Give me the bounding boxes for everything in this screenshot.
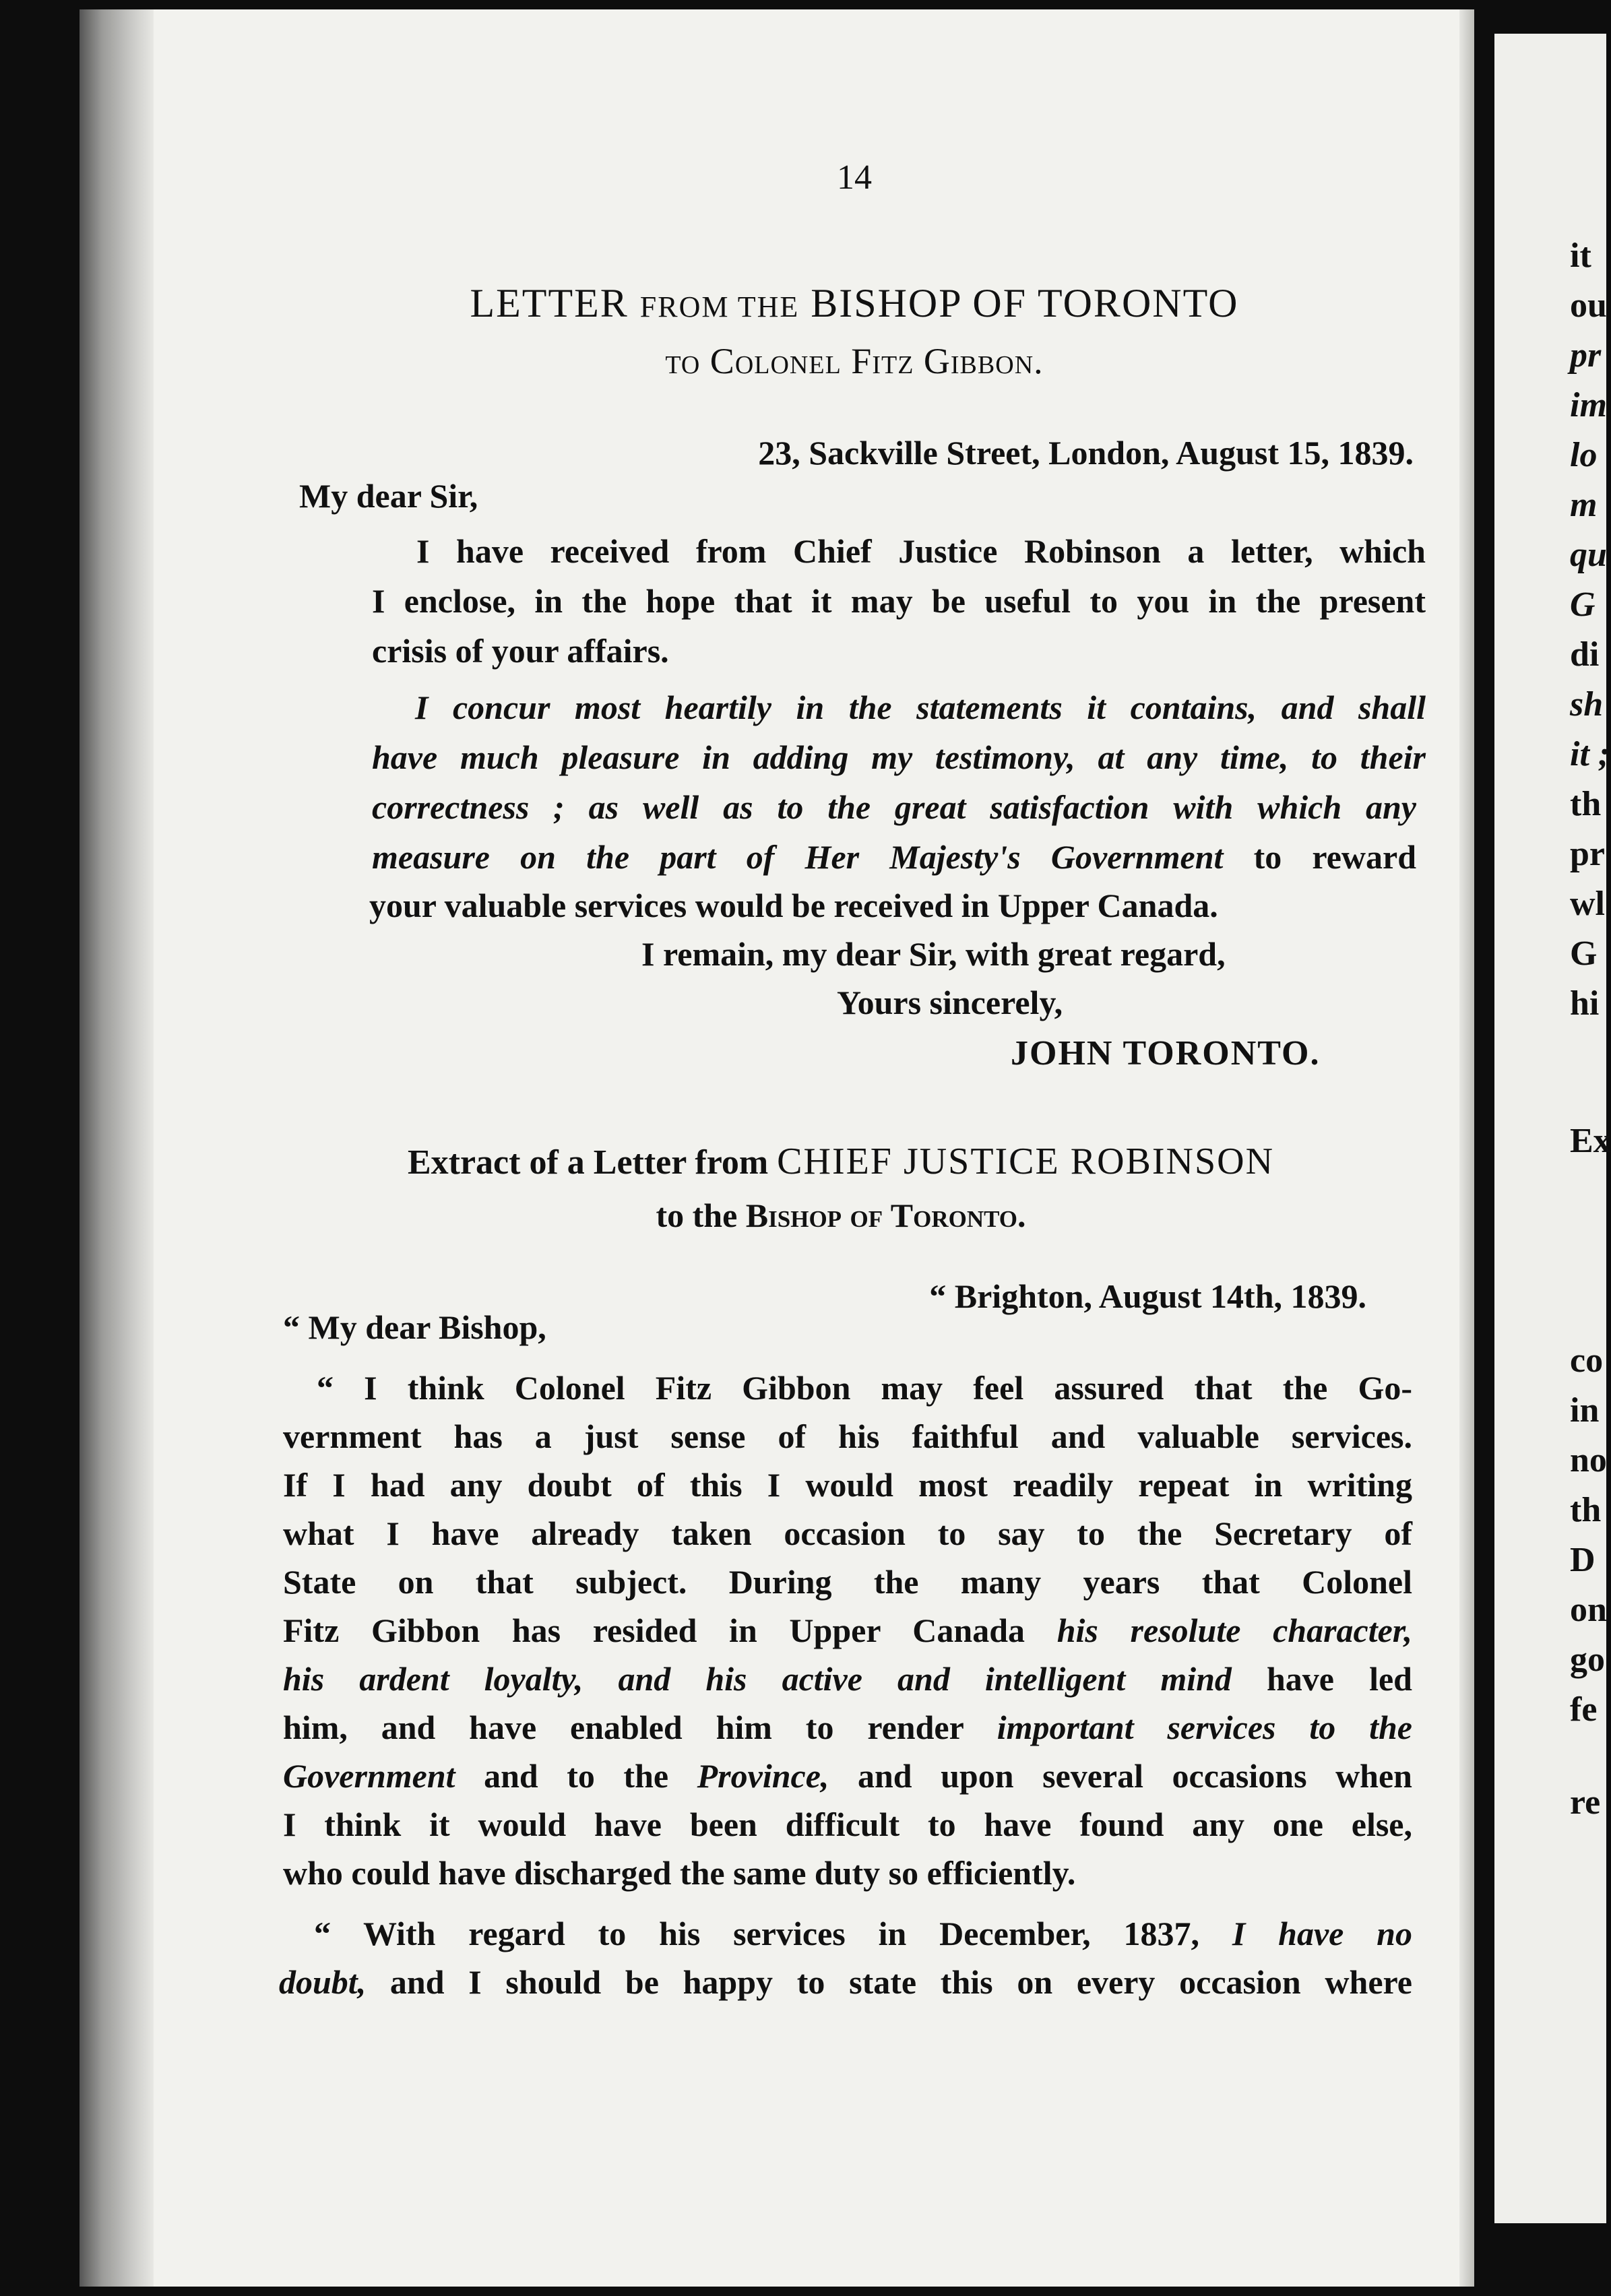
letter2-p1-line: what I have already taken occasion to say to the Secretary of xyxy=(283,1514,1412,1552)
letter2-heading-line1: Extract of a Letter from CHIEF JUSTICE ROBINSON xyxy=(407,1141,1275,1182)
facing-page-text: it xyxy=(1570,236,1591,275)
letter1-closing: I remain, my dear Sir, with great regard, xyxy=(641,935,1226,973)
facing-page-fragment xyxy=(1494,34,1611,2223)
facing-page-text: pr xyxy=(1570,336,1602,375)
facing-page-text: wl xyxy=(1570,885,1605,923)
letter1-p1-line: I enclose, in the hope that it may be useful to you in the present xyxy=(372,582,1426,620)
letter2-dateline: “ Brighton, August 14th, 1839. xyxy=(929,1277,1366,1315)
letter1-closing2: Yours sincerely, xyxy=(837,984,1063,1021)
letter2-heading-line2: to the Bishop of Toronto. xyxy=(656,1197,1026,1234)
facing-page-text: di xyxy=(1570,635,1600,674)
letter2-p1-line: vernment has a just sense of his faithful and valuable services. xyxy=(283,1417,1412,1455)
facing-page-text: ou xyxy=(1570,286,1607,325)
letter1-dateline: 23, Sackville Street, London, August 15, 1839. xyxy=(758,434,1414,472)
letter1-heading-line1: LETTER FROM THE BISHOP OF TORONTO xyxy=(470,281,1239,325)
letter1-p2-line: have much pleasure in adding my testimony, at any time, to their xyxy=(372,738,1426,776)
facing-page-text: hi xyxy=(1570,984,1600,1023)
facing-page-text: re xyxy=(1570,1783,1601,1822)
facing-page-text: im xyxy=(1570,386,1607,424)
facing-page-text: m xyxy=(1570,486,1598,524)
facing-page-text: in xyxy=(1570,1391,1600,1430)
facing-page-text: co xyxy=(1570,1341,1604,1380)
letter2-p1-line: “ I think Colonel Fitz Gibbon may feel assured that the Go- xyxy=(317,1369,1412,1407)
letter1-heading-line2: to Colonel Fitz Gibbon. xyxy=(665,341,1044,381)
facing-page-text: pr xyxy=(1570,835,1605,873)
facing-page-text: lo xyxy=(1570,436,1598,474)
facing-page-text: D xyxy=(1570,1541,1596,1579)
page-number: 14 xyxy=(837,158,872,197)
letter1-signature: JOHN TORONTO. xyxy=(1011,1034,1321,1073)
facing-page-text: qu xyxy=(1570,536,1607,574)
letter2-p1-line: I think it would have been difficult to have found any one else, xyxy=(283,1806,1412,1843)
facing-page-text: fe xyxy=(1570,1690,1598,1729)
letter1-salutation: My dear Sir, xyxy=(299,477,478,515)
facing-page-text: G xyxy=(1570,585,1596,624)
facing-page-text: sh xyxy=(1570,685,1604,724)
letter1-p2-line: measure on the part of Her Majesty's Government to reward xyxy=(372,838,1417,876)
book-page xyxy=(80,9,1474,2287)
facing-page-text: it ; xyxy=(1570,735,1610,773)
letter2-p1-line: who could have discharged the same duty so efficiently. xyxy=(283,1854,1076,1892)
facing-page-text: th xyxy=(1570,1491,1602,1529)
letter2-p1-line: Government and to the Province, and upon several occasions when xyxy=(283,1757,1412,1795)
letter2-p2-line: “ With regard to his services in December, 1837, I have no xyxy=(314,1915,1412,1952)
facing-page-text: go xyxy=(1570,1640,1605,1679)
page-content xyxy=(80,9,1474,2287)
facing-page-text: th xyxy=(1570,785,1602,823)
letter2-salutation: “ My dear Bishop, xyxy=(283,1308,546,1346)
letter2-p1-line: his ardent loyalty, and his active and intelligent mind have led xyxy=(283,1660,1412,1698)
letter1-p2-line: your valuable services would be received in Upper Canada. xyxy=(369,887,1218,924)
facing-page-text: G xyxy=(1570,934,1598,973)
letter1-p2-line: correctness ; as well as to the great satisfaction with which any xyxy=(372,788,1416,826)
letter2-p2-line: doubt, and I should be happy to state this on every occasion where xyxy=(279,1963,1412,2001)
facing-page-text: Ex xyxy=(1570,1122,1611,1160)
letter2-p1-line: If I had any doubt of this I would most readily repeat in writing xyxy=(283,1466,1412,1504)
letter1-p1-line: crisis of your affairs. xyxy=(372,632,669,670)
letter2-p1-line: him, and have enabled him to render important services to the xyxy=(283,1709,1412,1746)
letter2-p1-line: Fitz Gibbon has resided in Upper Canada his resolute character, xyxy=(283,1612,1413,1649)
facing-page-text: no xyxy=(1570,1441,1607,1479)
letter2-p1-line: State on that subject. During the many years that Colonel xyxy=(283,1563,1412,1601)
letter1-p2-line: I concur most heartily in the statements it contains, and shall xyxy=(415,689,1426,726)
facing-page-text: on xyxy=(1570,1591,1607,1629)
letter1-p1-line: I have received from Chief Justice Robinson a letter, which xyxy=(416,532,1426,570)
